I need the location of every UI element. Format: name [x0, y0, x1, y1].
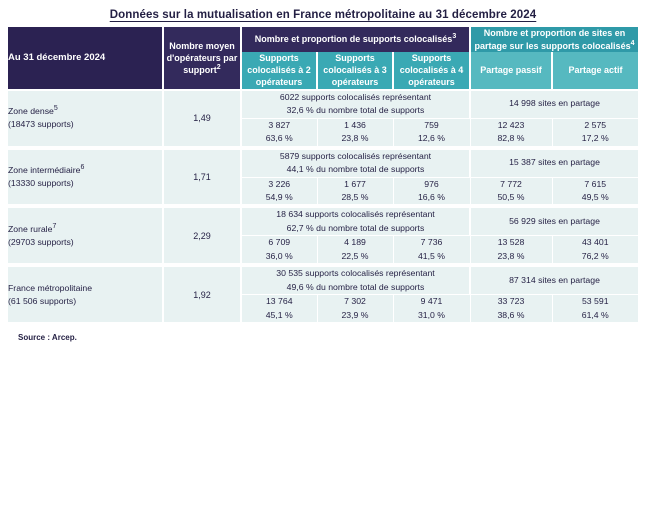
- row-zone-supports: (18473 supports): [8, 119, 74, 130]
- cell-2ops: 6 709 36,0 %: [241, 236, 317, 264]
- header-group-shared: [470, 27, 638, 52]
- row-shared-total: 87 314 sites en partage: [470, 267, 638, 294]
- header-col-4ops: Supports colocalisés à 4 opérateurs: [393, 52, 470, 88]
- cell-passive: 13 528 23,8 %: [470, 236, 552, 264]
- cell-3ops: 1 677 28,5 %: [317, 177, 393, 205]
- row-zone-supports: (61 506 supports): [8, 295, 77, 306]
- cell-2ops: 3 827 63,6 %: [241, 118, 317, 146]
- header-col-3ops: Supports colocalisés à 3 opérateurs: [317, 52, 393, 88]
- table-row: [8, 91, 638, 118]
- cell-3ops: 7 302 23,9 %: [317, 295, 393, 323]
- row-zone-name: Zone dense$^5$: [8, 105, 58, 117]
- row-avg-operators: 1,49: [163, 91, 241, 147]
- row-zone-label: [8, 267, 163, 323]
- table-row: [8, 150, 638, 177]
- cell-3ops: 1 436 23,8 %: [317, 118, 393, 146]
- page-title-text: Données sur la mutualisation en France métropolitaine au 31 décembre 2024: [109, 9, 537, 21]
- table-row: [8, 208, 638, 235]
- cell-3ops: 4 189 22,5 %: [317, 236, 393, 264]
- row-colocated-summary: 5879 supports colocalisés représentant 44,1 % du nombre total de supports: [241, 150, 470, 177]
- row-zone-label: [8, 150, 163, 206]
- row-colocated-summary: 30 535 supports colocalisés représentant 49,6 % du nombre total de supports: [241, 267, 470, 294]
- cell-2ops: 13 764 45,1 %: [241, 295, 317, 323]
- row-zone-name: Zone intermédiaire$^6$: [8, 164, 85, 175]
- source-note: Source : Arcep.: [18, 333, 77, 343]
- row-avg-operators: 1,71: [163, 150, 241, 206]
- row-shared-total: 14 998 sites en partage: [470, 91, 638, 118]
- cell-active: 43 401 76,2 %: [552, 236, 638, 264]
- cell-passive: 12 423 82,8 %: [470, 118, 552, 146]
- header-avg-operators: [163, 27, 241, 89]
- mutualisation-table: [8, 27, 638, 324]
- row-zone-supports: (13330 supports): [8, 178, 74, 189]
- header-group-shared-note: 4: [630, 39, 635, 47]
- table-row: [8, 267, 638, 294]
- table-header-row-groups: [8, 27, 638, 52]
- cell-passive: 33 723 38,6 %: [470, 295, 552, 323]
- row-zone-name: France métropolitaine: [8, 282, 93, 293]
- header-col-active: Partage actif: [552, 52, 638, 88]
- header-group-colocated-note: 3: [452, 33, 457, 41]
- header-col-passive: Partage passif: [470, 52, 552, 88]
- row-zone-label: [8, 208, 163, 264]
- header-group-shared-label: Nombre et proportion de sites en partage sur les supports colocalisés: [474, 28, 631, 51]
- row-colocated-summary: 6022 supports colocalisés représentant 32,6 % du nombre total de supports: [241, 91, 470, 118]
- row-shared-total: 56 929 sites en partage: [470, 208, 638, 235]
- cell-active: 7 615 49,5 %: [552, 177, 638, 205]
- page-title: [8, 0, 638, 27]
- header-col-2ops: Supports colocalisés à 2 opérateurs: [241, 52, 317, 88]
- header-group-colocated-label: Nombre et proportion de supports colocalisés: [254, 34, 453, 45]
- cell-4ops: 759 12,6 %: [393, 118, 470, 146]
- row-colocated-summary: 18 634 supports colocalisés représentant 62,7 % du nombre total de supports: [241, 208, 470, 235]
- row-avg-operators: 2,29: [163, 208, 241, 264]
- row-zone-supports: (29703 supports): [8, 236, 74, 247]
- cell-4ops: 9 471 31,0 %: [393, 295, 470, 323]
- header-avg-operators-note: 2: [216, 63, 221, 71]
- row-zone-name: Zone rurale$^7$: [8, 223, 57, 234]
- cell-passive: 7 772 50,5 %: [470, 177, 552, 205]
- header-row-label: Au 31 décembre 2024: [8, 27, 163, 89]
- row-zone-label: [8, 91, 163, 147]
- cell-4ops: 976 16,6 %: [393, 177, 470, 205]
- header-group-colocated: [241, 27, 470, 52]
- cell-4ops: 7 736 41,5 %: [393, 236, 470, 264]
- cell-2ops: 3 226 54,9 %: [241, 177, 317, 205]
- row-avg-operators: 1,92: [163, 267, 241, 323]
- cell-active: 2 575 17,2 %: [552, 118, 638, 146]
- cell-active: 53 591 61,4 %: [552, 295, 638, 323]
- row-shared-total: 15 387 sites en partage: [470, 150, 638, 177]
- header-avg-operators-label: Nombre moyen d'opérateurs par support: [166, 40, 238, 75]
